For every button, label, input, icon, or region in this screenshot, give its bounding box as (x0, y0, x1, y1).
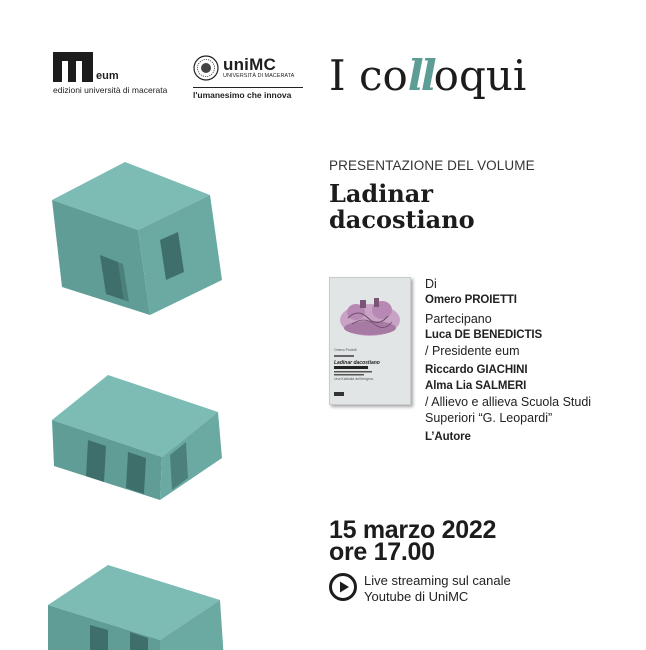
unimc-tagline: l'umanesimo che innova (193, 87, 303, 100)
series-title-end: oqui (433, 51, 527, 100)
book-cover-illustration (330, 278, 410, 404)
unimc-university-name: UNIVERSITÀ DI MACERATA (223, 72, 295, 79)
eum-subtitle: edizioni università di macerata (53, 85, 168, 95)
m-block-1 (52, 162, 222, 315)
closing-speaker: L’Autore (425, 431, 471, 443)
participants-role-2: Superiori “G. Leopardi” (425, 411, 553, 425)
book-title-line-1: Ladinar (329, 179, 433, 208)
series-title-accent: ll (407, 51, 434, 100)
cover-subtitle: Una Kabbalà dell’enigma (334, 377, 373, 381)
unimc-wordmark: uniMC (223, 54, 276, 74)
series-title-start: I co (329, 51, 408, 100)
m-block-3 (48, 565, 224, 650)
by-label: Di (425, 277, 437, 291)
participant-2: Riccardo GIACHINI (425, 364, 528, 376)
m-block-2 (52, 375, 222, 500)
streaming-info (329, 573, 511, 605)
university-seal-icon (193, 55, 219, 81)
participant-1-role: / Presidente eum (425, 344, 520, 358)
section-label: PRESENTAZIONE DEL VOLUME (329, 158, 535, 173)
participant-3: Alma Lia SALMERI (425, 380, 527, 392)
book-title-line-2: dacostiano (329, 205, 475, 234)
participant-1: Luca DE BENEDICTIS (425, 329, 543, 341)
eum-m-icon (53, 52, 93, 82)
author-name: Omero PROIETTI (425, 294, 517, 306)
eum-wordmark: eum (96, 70, 119, 82)
stream-line-2: Youtube di UniMC (364, 589, 469, 604)
cover-author: Omero Proietti (334, 348, 357, 352)
credits (425, 276, 591, 445)
stream-line-1: Live streaming sul canale (364, 573, 511, 588)
participants-label: Partecipano (425, 312, 492, 326)
eum-logo (53, 52, 173, 95)
event-datetime (329, 516, 497, 566)
event-time: ore 17.00 (329, 538, 435, 566)
unimc-logo (193, 55, 303, 100)
youtube-play-icon (329, 573, 357, 601)
event-date: 15 marzo 2022 (329, 516, 497, 544)
book-title (329, 181, 475, 233)
series-title (329, 50, 526, 102)
cover-title: Ladinar dacostiano (334, 360, 380, 366)
book-cover (329, 277, 411, 405)
participants-role-1: / Allievo e allieva Scuola Studi (425, 395, 592, 409)
